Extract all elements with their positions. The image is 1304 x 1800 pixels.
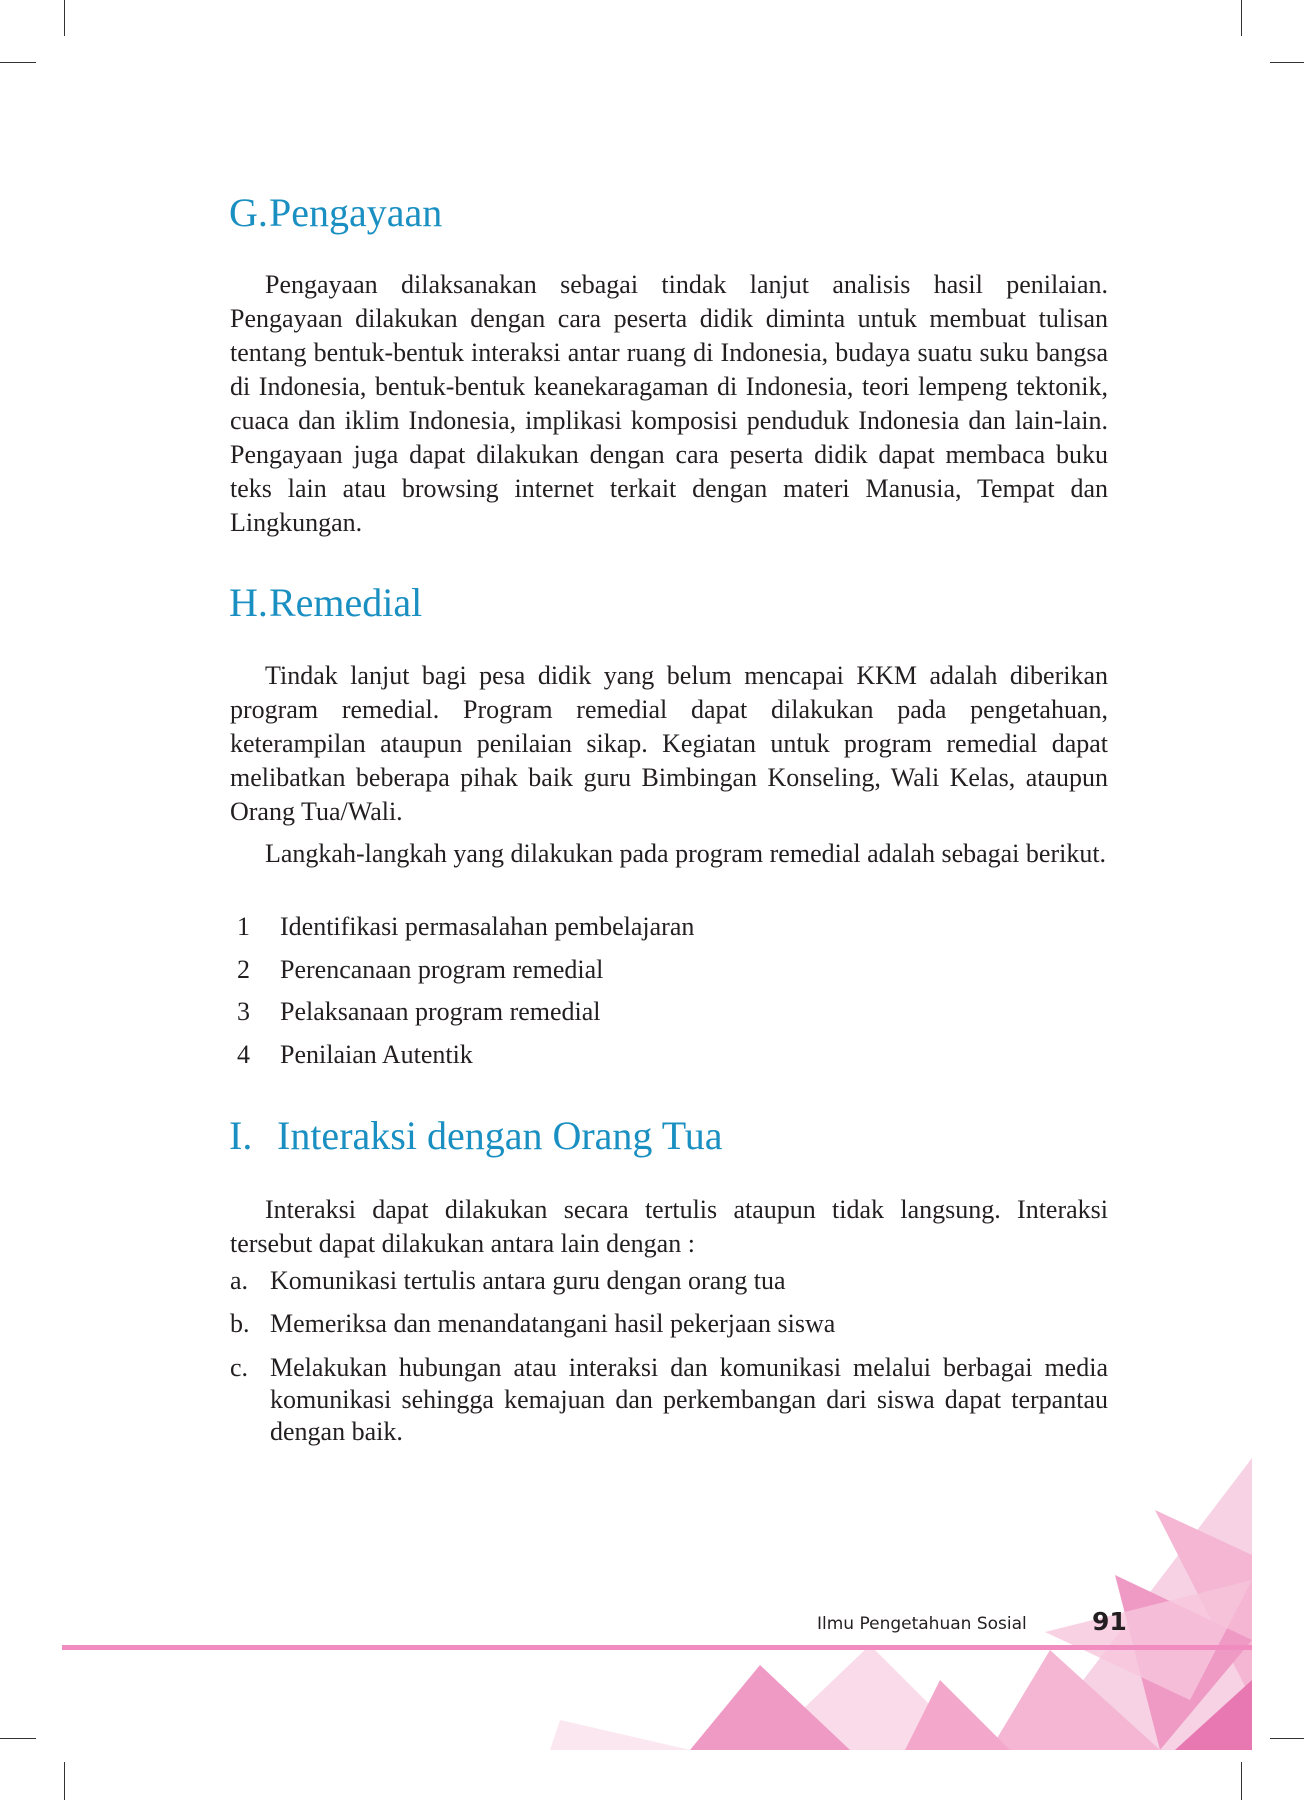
pink-triangle-pattern [550,1458,1252,1750]
section-h-paragraph-2: Langkah-langkah yang dilakukan pada program remedial adalah sebagai berikut. [265,839,1107,868]
interaction-methods-list [230,1265,1108,1448]
section-h-heading [229,580,422,626]
section-i-title: Interaksi dengan Orang Tua [277,1113,723,1158]
list-item-marker: a. [230,1266,249,1295]
section-h-letter: H. [229,580,268,625]
page-number: 91 [1092,1607,1127,1636]
section-g-heading [229,190,442,236]
list-item-text: Melakukan hubungan atau interaksi dan komunikasi melalui berbagai media komunikasi sehingga kemajuan dan perkembangan dari siswa dapat terpantau dengan baik. [270,1353,1108,1446]
list-item-text: Komunikasi tertulis antara guru dengan orang tua [270,1266,786,1295]
list-item-text: Perencanaan program remedial [280,954,604,984]
list-item-text: Penilaian Autentik [280,1040,473,1070]
list-item-number: 2 [237,954,250,984]
section-i-heading [229,1113,722,1159]
list-item-marker: c. [230,1353,249,1382]
footer-rule [62,1645,1252,1650]
list-item-marker: b. [230,1309,250,1338]
section-i-paragraph: Interaksi dapat dilakukan secara tertulis ataupun tidak langsung. Interaksi tersebut dapat dilakukan antara lain dengan : [230,1195,1108,1258]
list-item [230,1352,1108,1448]
list-item-number: 4 [237,1040,250,1070]
section-g-title: Pengayaan [269,190,443,235]
list-item-number: 1 [237,912,250,941]
list-item-text: Pelaksanaan program remedial [280,997,601,1027]
section-h-title: Remedial [269,580,423,625]
list-item [230,1265,1108,1297]
list-item [230,1308,1108,1340]
section-h-paragraph-1: Tindak lanjut bagi pesa didik yang belum mencapai KKM adalah diberikan program remedial. Program remedial dapat dilakukan pada pengetahuan, keterampilan ataupun penilaian sikap. Kegiatan untuk program remedial dapat melibatkan beberapa pihak baik guru Bimbingan Konseling, Wali Kelas, ataupun Orang Tua/Wali. [230,661,1108,826]
footer-book-title: Ilmu Pengetahuan Sosial [817,1614,1027,1634]
section-g-letter: G. [229,190,268,235]
list-item-number: 3 [237,997,250,1027]
list-item-text: Memeriksa dan menandatangani hasil pekerjaan siswa [270,1309,836,1338]
list-item-text: Identifikasi permasalahan pembelajaran [280,912,695,941]
section-i-letter: I. [229,1113,253,1158]
section-g-paragraph: Pengayaan dilaksanakan sebagai tindak lanjut analisis hasil penilaian. Pengayaan dilakukan dengan cara peserta didik diminta untuk membuat tulisan tentang bentuk-bentuk interaksi antar ruang di Indonesia, budaya suatu suku bangsa di Indonesia, bentuk-bentuk keanekaragaman di Indonesia, teori lempeng tektonik, cuaca dan iklim Indonesia, implikasi komposisi penduduk Indonesia dan lain-lain. Pengayaan juga dapat dilakukan dengan cara peserta didik dapat membaca buku teks lain atau browsing internet terkait dengan materi Manusia, Tempat dan Lingkungan. [230,270,1108,537]
